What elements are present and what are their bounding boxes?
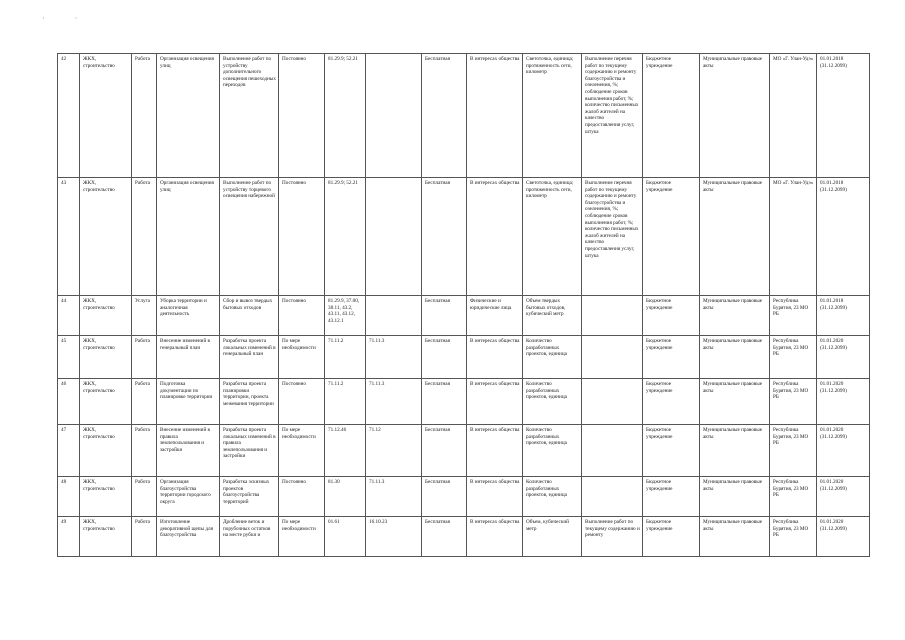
cell-service-name: Уборка территории и аналогичная деятельность (157, 296, 220, 336)
cell-okved-code: 01.61 (325, 517, 366, 557)
cell-institution-type: Бюджетное учреждение (643, 178, 700, 296)
cell-volume-indicator: Количество разработанных проектов, единица (523, 336, 582, 379)
cell-okved-code: 71.11.2 (325, 336, 366, 379)
cell-validity-dates: 01.01.2020 (31.12.2099) (817, 477, 870, 517)
cell-work-type: Работа (132, 425, 157, 477)
cell-quality-indicators: Выполнение перечня работ по текущему содержанию и ремонту благоустройства и озеленения, %; соблюдение сроков выполнения работ, %; количество письменных жалоб жителей на качество предоставления услуг, штука (582, 178, 643, 296)
cell-okved-code: 81.29.9, 37.00, 38.11, 43.2, 43.11, 43.12, 43.12.1 (325, 296, 366, 336)
cell-payment-type: Бесплатная (422, 296, 467, 336)
cell-row-number: 44 (58, 296, 80, 336)
cell-institution-type: Бюджетное учреждение (643, 296, 700, 336)
cell-row-number: 49 (58, 517, 80, 557)
cell-legal-acts: Муниципальные правовые акты (700, 425, 770, 477)
cell-row-number: 48 (58, 477, 80, 517)
cell-work-type: Работа (132, 54, 157, 178)
cell-place: Республика Бурятия, 23 МО РБ (770, 379, 817, 425)
cell-activity-sector: ЖКХ, строительство (80, 379, 132, 425)
cell-consumers: В интересах общества (467, 477, 523, 517)
cell-service-name: Внесение изменений в генеральный план (157, 336, 220, 379)
cell-payment-type: Бесплатная (422, 379, 467, 425)
cell-row-number: 45 (58, 336, 80, 379)
cell-okved-code-extra (366, 54, 422, 178)
cell-okved-code: 71.11.2 (325, 379, 366, 425)
cell-okved-code: 81.29.9; 52.21 (325, 54, 366, 178)
cell-okved-code-extra (366, 296, 422, 336)
cell-row-number: 47 (58, 425, 80, 477)
cell-institution-type: Бюджетное учреждение (643, 425, 700, 477)
cell-service-content: Разработка проекта планировки территории, проекта межевания территории (220, 379, 279, 425)
cell-validity-dates: 01.01.2018 (31.12.2099) (817, 296, 870, 336)
cell-period: Постоянно (279, 178, 325, 296)
cell-volume-indicator: Количество разработанных проектов, единица (523, 477, 582, 517)
cell-quality-indicators: Выполнение перечня работ по текущему содержанию и ремонту благоустройства и озеленения, %; соблюдение сроков выполнения работ, %; количество письменных жалоб жителей на качество предоставления услуг, штука (582, 54, 643, 178)
cell-volume-indicator: Объем твердых бытовых отходов, кубический метр (523, 296, 582, 336)
cell-okved-code-extra: 16.10.23 (366, 517, 422, 557)
cell-work-type: Работа (132, 178, 157, 296)
cell-consumers: В интересах общества (467, 178, 523, 296)
cell-period: По мере необходимости (279, 517, 325, 557)
cell-institution-type: Бюджетное учреждение (643, 517, 700, 557)
cell-quality-indicators: Выполнение работ по текущему содержанию и ремонту (582, 517, 643, 557)
services-register-table (57, 53, 870, 557)
cell-legal-acts: Муниципальные правовые акты (700, 296, 770, 336)
cell-work-type: Работа (132, 477, 157, 517)
cell-payment-type: Бесплатная (422, 336, 467, 379)
cell-okved-code: 71.12.46 (325, 425, 366, 477)
cell-place: МО «Г. Улан-Удэ» (770, 54, 817, 178)
cell-place: МО «Г. Улан-Удэ» (770, 178, 817, 296)
cell-period: Постоянно (279, 477, 325, 517)
cell-volume-indicator: Количество разработанных проектов, единица (523, 425, 582, 477)
table-row (58, 379, 870, 425)
cell-quality-indicators (582, 379, 643, 425)
cell-service-name: Организация освещения улиц (157, 54, 220, 178)
cell-work-type: Работа (132, 336, 157, 379)
cell-period: Постоянно (279, 54, 325, 178)
cell-service-content: Разработка проекта локальных изменений в генеральный план (220, 336, 279, 379)
cell-payment-type: Бесплатная (422, 477, 467, 517)
cell-institution-type: Бюджетное учреждение (643, 54, 700, 178)
cell-legal-acts: Муниципальные правовые акты (700, 336, 770, 379)
cell-place: Республика Бурятия, 23 МО РБ (770, 425, 817, 477)
cell-period: По мере необходимости (279, 336, 325, 379)
table-row (58, 477, 870, 517)
cell-service-content: Разработка проекта локальных изменений в правила землепользования и застройки (220, 425, 279, 477)
cell-legal-acts: Муниципальные правовые акты (700, 517, 770, 557)
cell-place: Республика Бурятия, 23 МО РБ (770, 296, 817, 336)
cell-service-content: Сбор и вывоз твердых бытовых отходов (220, 296, 279, 336)
cell-institution-type: Бюджетное учреждение (643, 477, 700, 517)
table-row (58, 178, 870, 296)
cell-service-name: Внесение изменений в правила землепользования и застройки (157, 425, 220, 477)
cell-service-content: Дробление веток и порубочных остатков на месте рубки и (220, 517, 279, 557)
table-body (58, 54, 870, 557)
table-row (58, 425, 870, 477)
table-row (58, 296, 870, 336)
cell-validity-dates: 01.01.2018 (31.12.2099) (817, 178, 870, 296)
cell-period: Постоянно (279, 379, 325, 425)
cell-okved-code: 81.29.9; 52.21 (325, 178, 366, 296)
cell-work-type: Работа (132, 517, 157, 557)
cell-service-content: Выполнение работ по устройству торцевого освещения набережной (220, 178, 279, 296)
cell-payment-type: Бесплатная (422, 178, 467, 296)
cell-service-content: Разработка эскизных проектов благоустройства территорий (220, 477, 279, 517)
cell-consumers: В интересах общества (467, 517, 523, 557)
cell-activity-sector: ЖКХ, строительство (80, 517, 132, 557)
cell-work-type: Работа (132, 379, 157, 425)
cell-legal-acts: Муниципальные правовые акты (700, 178, 770, 296)
cell-quality-indicators (582, 296, 643, 336)
cell-okved-code-extra: 71.11.3 (366, 336, 422, 379)
cell-period: Постоянно (279, 296, 325, 336)
cell-place: Республика Бурятия, 23 МО РБ (770, 477, 817, 517)
cell-service-name: Подготовка документации по планировке территории (157, 379, 220, 425)
cell-activity-sector: ЖКХ, строительство (80, 296, 132, 336)
cell-service-name: Организация благоустройства территории городского округа (157, 477, 220, 517)
cell-validity-dates: 01.01.2018 (31.12.2099) (817, 54, 870, 178)
cell-volume-indicator: Количество разработанных проектов, единица (523, 379, 582, 425)
cell-institution-type: Бюджетное учреждение (643, 379, 700, 425)
cell-activity-sector: ЖКХ, строительство (80, 54, 132, 178)
cell-legal-acts: Муниципальные правовые акты (700, 54, 770, 178)
cell-volume-indicator: Светоточка, единица; протяженность сети, километр (523, 178, 582, 296)
cell-consumers: В интересах общества (467, 425, 523, 477)
cell-volume-indicator: Объем, кубический метр (523, 517, 582, 557)
cell-quality-indicators (582, 477, 643, 517)
cell-activity-sector: ЖКХ, строительство (80, 336, 132, 379)
cell-row-number: 43 (58, 178, 80, 296)
cell-okved-code-extra: 71.11.3 (366, 477, 422, 517)
cell-activity-sector: ЖКХ, строительство (80, 477, 132, 517)
cell-legal-acts: Муниципальные правовые акты (700, 379, 770, 425)
cell-consumers: В интересах общества (467, 54, 523, 178)
cell-consumers: В интересах общества (467, 336, 523, 379)
cell-work-type: Услуга (132, 296, 157, 336)
cell-place: Республика Бурятия, 23 МО РБ (770, 517, 817, 557)
scan-specks: · · (42, 14, 92, 23)
cell-row-number: 46 (58, 379, 80, 425)
table-row (58, 336, 870, 379)
cell-okved-code: 81.30 (325, 477, 366, 517)
cell-service-name: Организация освещения улиц (157, 178, 220, 296)
cell-okved-code-extra: 71.12 (366, 425, 422, 477)
cell-quality-indicators (582, 425, 643, 477)
cell-row-number: 42 (58, 54, 80, 178)
cell-period: По мере необходимости (279, 425, 325, 477)
cell-institution-type: Бюджетное учреждение (643, 336, 700, 379)
cell-okved-code-extra (366, 178, 422, 296)
table-row (58, 517, 870, 557)
cell-validity-dates: 01.01.2020 (31.12.2099) (817, 517, 870, 557)
cell-activity-sector: ЖКХ, строительство (80, 178, 132, 296)
cell-payment-type: Бесплатная (422, 54, 467, 178)
cell-quality-indicators (582, 336, 643, 379)
cell-validity-dates: 01.01.2020 (31.12.2099) (817, 379, 870, 425)
cell-activity-sector: ЖКХ, строительство (80, 425, 132, 477)
cell-payment-type: Бесплатная (422, 517, 467, 557)
cell-validity-dates: 01.01.2020 (31.12.2099) (817, 336, 870, 379)
cell-legal-acts: Муниципальные правовые акты (700, 477, 770, 517)
cell-service-name: Изготовление декоративной щепы для благоустройства (157, 517, 220, 557)
cell-validity-dates: 01.01.2020 (31.12.2099) (817, 425, 870, 477)
table-row (58, 54, 870, 178)
cell-consumers: Физические и юридические лица (467, 296, 523, 336)
cell-consumers: В интересах общества (467, 379, 523, 425)
cell-payment-type: Бесплатная (422, 425, 467, 477)
cell-place: Республика Бурятия, 23 МО РБ (770, 336, 817, 379)
cell-okved-code-extra: 71.11.3 (366, 379, 422, 425)
cell-volume-indicator: Светоточка, единица; протяженность сети, километр (523, 54, 582, 178)
cell-service-content: Выполнение работ по устройству дополнительного освещения пешеходных переходов (220, 54, 279, 178)
